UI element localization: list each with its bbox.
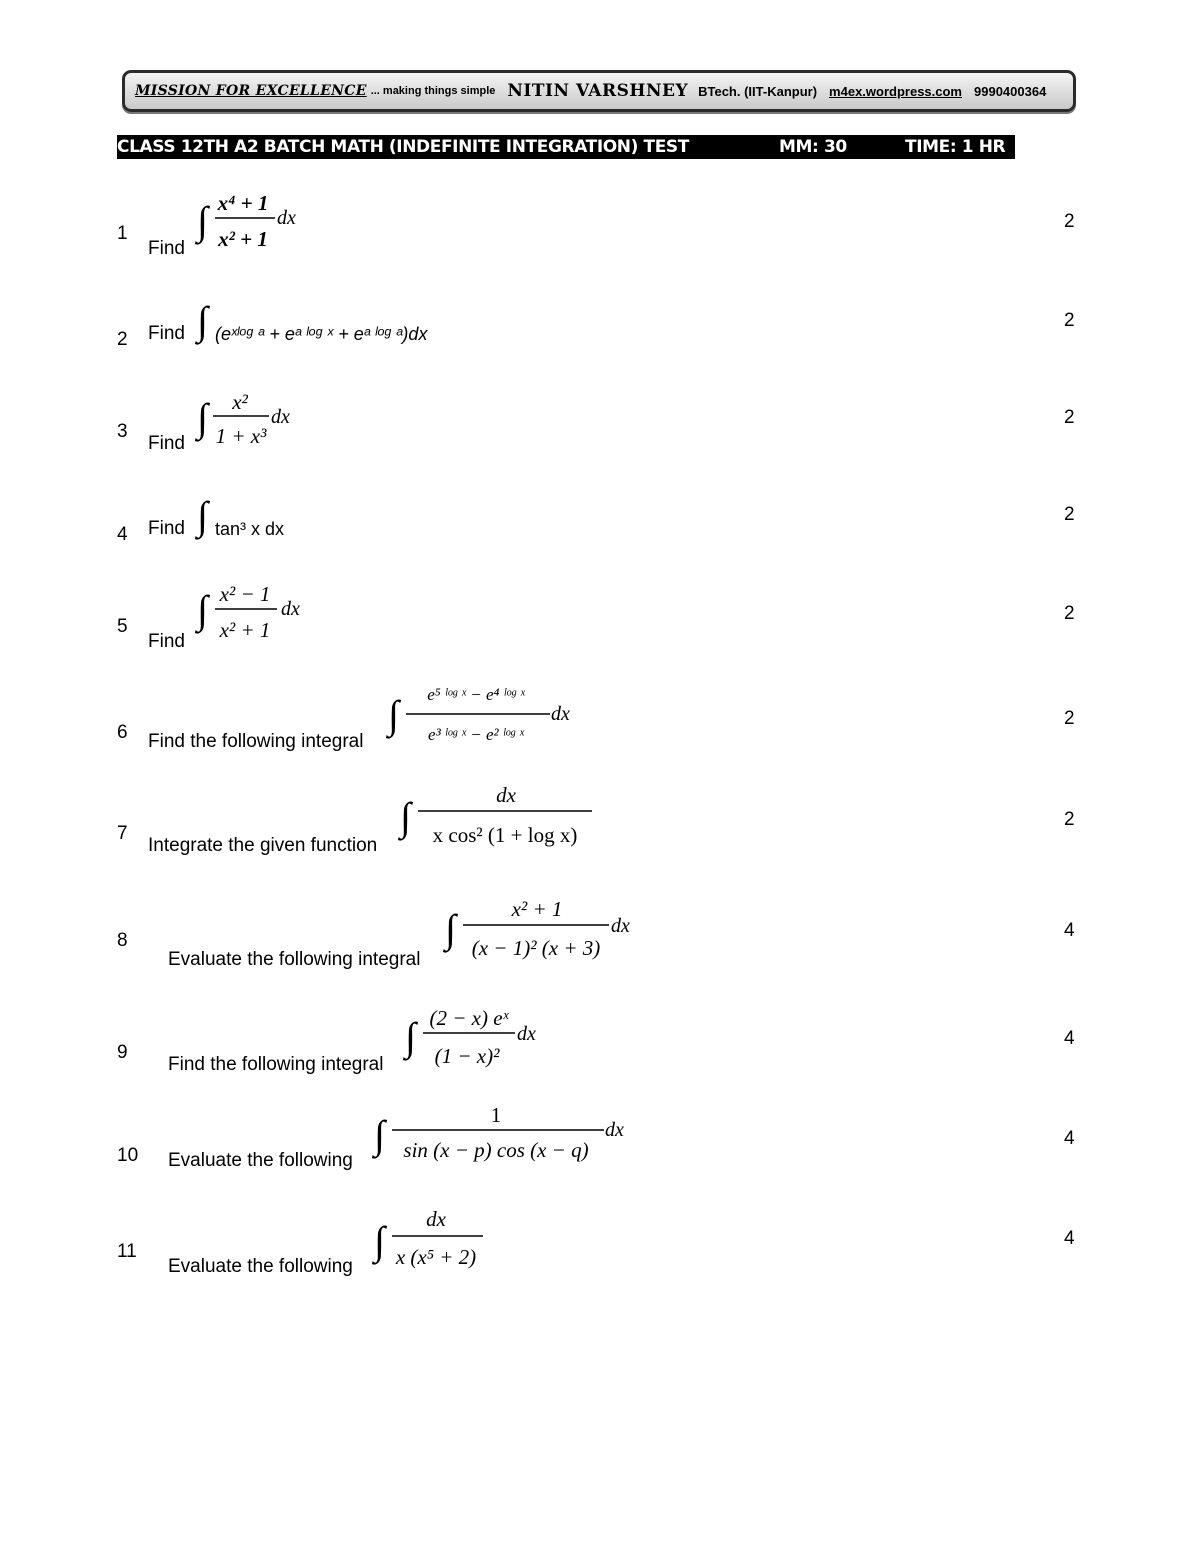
- question-marks: 2: [1064, 407, 1075, 428]
- question-number: 3: [117, 421, 128, 442]
- question-number: 4: [117, 524, 128, 545]
- question-marks: 4: [1064, 1128, 1075, 1149]
- question-text: Find: [148, 433, 185, 454]
- formula-numerator: x⁴ + 1: [217, 191, 269, 215]
- integral-sign: ∫: [445, 906, 456, 951]
- formula-differential: dx: [281, 598, 300, 620]
- formula-denominator: (x − 1)² (x + 3): [471, 936, 601, 960]
- question-text: Evaluate the following integral: [168, 949, 421, 970]
- formula-q6: [386, 678, 586, 750]
- question-marks: 2: [1064, 310, 1075, 331]
- test-title: CLASS 12TH A2 BATCH MATH (INDEFINITE INTEGRATION) TEST: [117, 137, 689, 157]
- formula-numerator: dx: [496, 783, 516, 807]
- question-text: Find: [148, 518, 185, 539]
- integral-sign: ∫: [374, 1218, 385, 1263]
- time-limit: TIME: 1 HR: [905, 137, 1006, 157]
- formula-expression: tan³ x dx: [215, 519, 285, 539]
- formula-q4: [195, 485, 335, 545]
- formula-q9: [403, 1000, 563, 1076]
- question-text: Find the following integral: [148, 731, 364, 752]
- header-website: m4ex.wordpress.com: [829, 83, 962, 99]
- formula-denominator: 1 + x³: [215, 424, 267, 448]
- formula-numerator: 1: [490, 1103, 502, 1127]
- formula-denominator: sin (x − p) cos (x − q): [403, 1138, 589, 1162]
- question-number: 11: [117, 1241, 137, 1262]
- formula-numerator: e⁵ ˡᵒᵍ ˣ − e⁴ ˡᵒᵍ ˣ: [427, 685, 525, 704]
- header-banner: [122, 70, 1076, 112]
- integral-sign: ∫: [197, 198, 208, 243]
- header-tagline: ... making things simple: [370, 85, 496, 97]
- formula-numerator: x²: [232, 390, 248, 414]
- question-number: 5: [117, 616, 128, 637]
- integral-sign: ∫: [400, 794, 411, 839]
- formula-differential: dx: [271, 406, 290, 428]
- integral-sign: ∫: [405, 1014, 416, 1059]
- question-text: Integrate the given function: [148, 835, 378, 856]
- question-marks: 2: [1064, 809, 1075, 830]
- formula-differential: dx: [551, 703, 570, 725]
- formula-numerator: x² + 1: [511, 897, 563, 921]
- integral-sign: ∫: [197, 298, 208, 343]
- header-phone: 9990400364: [974, 83, 1047, 99]
- question-number: 1: [117, 223, 128, 244]
- formula-expression: (eˣˡᵒᵍ ᵃ + eᵃ ˡᵒᵍ ˣ + eᵃ ˡᵒᵍ ᵃ)dx: [215, 324, 428, 344]
- formula-q2: [195, 290, 465, 350]
- formula-differential: dx: [611, 915, 630, 937]
- formula-differential: dx: [517, 1023, 536, 1045]
- formula-q10: [372, 1098, 652, 1172]
- question-text: Find: [148, 631, 185, 652]
- formula-numerator: (2 − x) eˣ: [429, 1006, 509, 1030]
- question-number: 9: [117, 1042, 128, 1063]
- formula-q8: [443, 892, 653, 968]
- question-marks: 4: [1064, 1228, 1075, 1249]
- integral-sign: ∫: [388, 692, 399, 737]
- formula-q7: [398, 780, 608, 856]
- header-name: NITIN VARSHNEY: [507, 81, 689, 101]
- question-number: 2: [117, 329, 128, 350]
- question-marks: 2: [1064, 708, 1075, 729]
- header-mission: MISSION FOR EXCELLENCE: [135, 83, 367, 99]
- integral-sign: ∫: [374, 1112, 385, 1157]
- question-number: 7: [117, 823, 128, 844]
- formula-q5: [195, 575, 325, 645]
- integral-sign: ∫: [197, 493, 208, 538]
- formula-denominator: x² + 1: [218, 227, 268, 251]
- question-marks: 2: [1064, 211, 1075, 232]
- formula-denominator: (1 − x)²: [434, 1044, 500, 1068]
- header-degree: BTech. (IIT-Kanpur): [698, 83, 818, 99]
- question-marks: 4: [1064, 1028, 1075, 1049]
- max-marks: MM: 30: [779, 137, 847, 157]
- formula-differential: dx: [605, 1119, 624, 1141]
- formula-q3: [195, 383, 315, 453]
- question-text: Find: [148, 323, 185, 344]
- question-text: Evaluate the following: [168, 1256, 353, 1277]
- question-marks: 2: [1064, 603, 1075, 624]
- formula-numerator: x² − 1: [219, 582, 271, 606]
- formula-differential: dx: [277, 207, 296, 229]
- formula-denominator: x (x⁵ + 2): [395, 1245, 477, 1269]
- formula-denominator: e³ ˡᵒᵍ ˣ − e² ˡᵒᵍ ˣ: [428, 725, 524, 744]
- integral-sign: ∫: [197, 395, 208, 440]
- formula-denominator: x² + 1: [219, 618, 271, 642]
- question-marks: 2: [1064, 504, 1075, 525]
- question-text: Evaluate the following: [168, 1150, 353, 1171]
- test-title-bar: [117, 135, 1015, 159]
- formula-q1: [195, 186, 315, 256]
- question-number: 8: [117, 930, 128, 951]
- question-marks: 4: [1064, 920, 1075, 941]
- question-text: Find the following integral: [168, 1054, 384, 1075]
- question-number: 6: [117, 722, 128, 743]
- question-text: Find: [148, 238, 185, 259]
- formula-q11: [372, 1204, 502, 1278]
- integral-sign: ∫: [197, 587, 208, 632]
- question-number: 10: [117, 1145, 139, 1166]
- formula-numerator: dx: [426, 1207, 446, 1231]
- formula-denominator: x cos² (1 + log x): [432, 823, 578, 847]
